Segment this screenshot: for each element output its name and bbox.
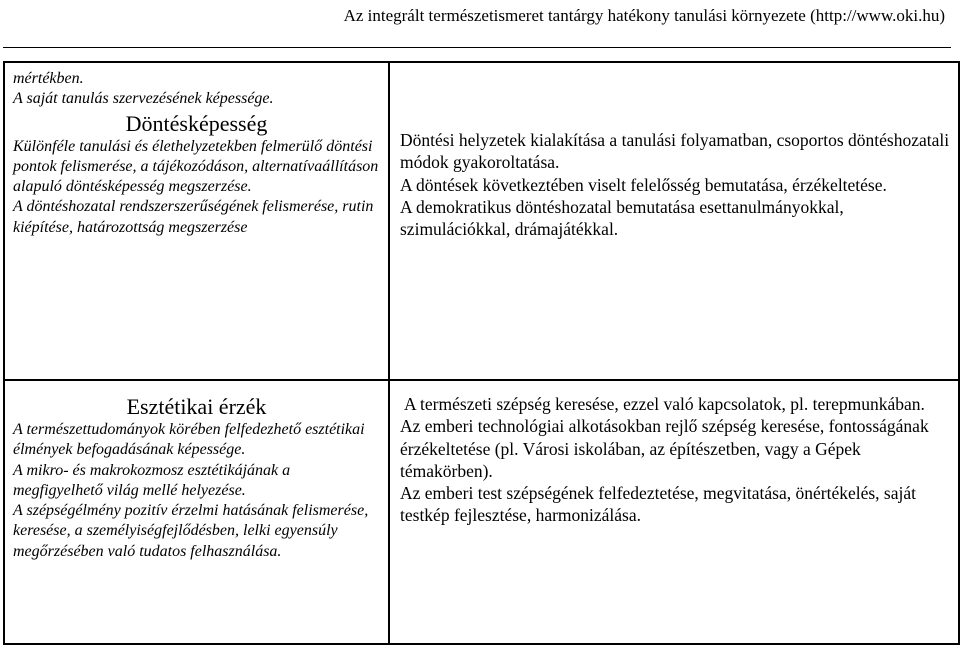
activity-paragraph: A demokratikus döntéshozatal bemutatása esettanulmányokkal, szimulációkkal, drámajátékkal. bbox=[400, 196, 844, 240]
activity-paragraph: A természeti szépség keresése, ezzel való kapcsolatok, pl. terepmunkában. bbox=[404, 394, 925, 414]
continuation-line: mértékben. bbox=[13, 70, 84, 87]
competence-paragraph: A szépségélmény pozitív érzelmi hatásának felismerése, keresése, a személyiségfejlődésben, lelki egyensúly megőrzésében való tudatos felhasználása. bbox=[13, 502, 369, 560]
activity-paragraph: Az emberi test szépségének felfedeztetése, megvitatása, önértékelés, saját testkép fejlesztése, harmonizálása. bbox=[400, 483, 917, 526]
activity-paragraph: Az emberi technológiai alkotásokban rejlő szépség keresése, fontosságának érzékeltetése (pl. Városi iskolában, az építészetben, vagy a Gépek témakörben). bbox=[400, 416, 929, 481]
activity-cell bbox=[389, 380, 959, 644]
section-title: Döntésképesség bbox=[125, 110, 268, 136]
table-row bbox=[4, 380, 959, 644]
competence-paragraph: A döntéshozatal rendszerszerűségének felismerése, rutin kiépítése, határozottság megszerzése bbox=[13, 198, 374, 236]
section-title: Esztétikai érzék bbox=[126, 394, 267, 419]
competence-cell bbox=[4, 62, 389, 380]
competence-cell bbox=[4, 380, 389, 644]
content-table bbox=[3, 61, 960, 645]
activity-paragraph: A döntések következtében viselt felelősség bemutatása, érzékeltetése. bbox=[400, 174, 887, 195]
activity-paragraph: Döntési helyzetek kialakítása a tanulási folyamatban, csoportos döntéshozatali módok gyakoroltatása. bbox=[400, 130, 950, 173]
competence-paragraph: Különféle tanulási és élethelyzetekben felmerülő döntési pontok felismerése, a tájékozódáson, alternatívaállításon alapuló döntésképesség megszerzése. bbox=[13, 137, 379, 196]
competence-paragraph: A mikro- és makrokozmosz esztétikájának a megfigyelhető világ mellé helyezése. bbox=[13, 461, 291, 499]
table-row bbox=[4, 62, 959, 380]
activity-cell bbox=[389, 62, 959, 380]
continuation-line: A saját tanulás szervezésének képessége. bbox=[13, 90, 274, 108]
competence-paragraph: A természettudományok körében felfedezhető esztétikai élmények befogadásának képessége. bbox=[13, 421, 365, 459]
header-rule bbox=[3, 47, 951, 48]
page-header: Az integrált természetismeret tantárgy hatékony tanulási környezete (http://www.oki.hu) bbox=[343, 6, 945, 25]
